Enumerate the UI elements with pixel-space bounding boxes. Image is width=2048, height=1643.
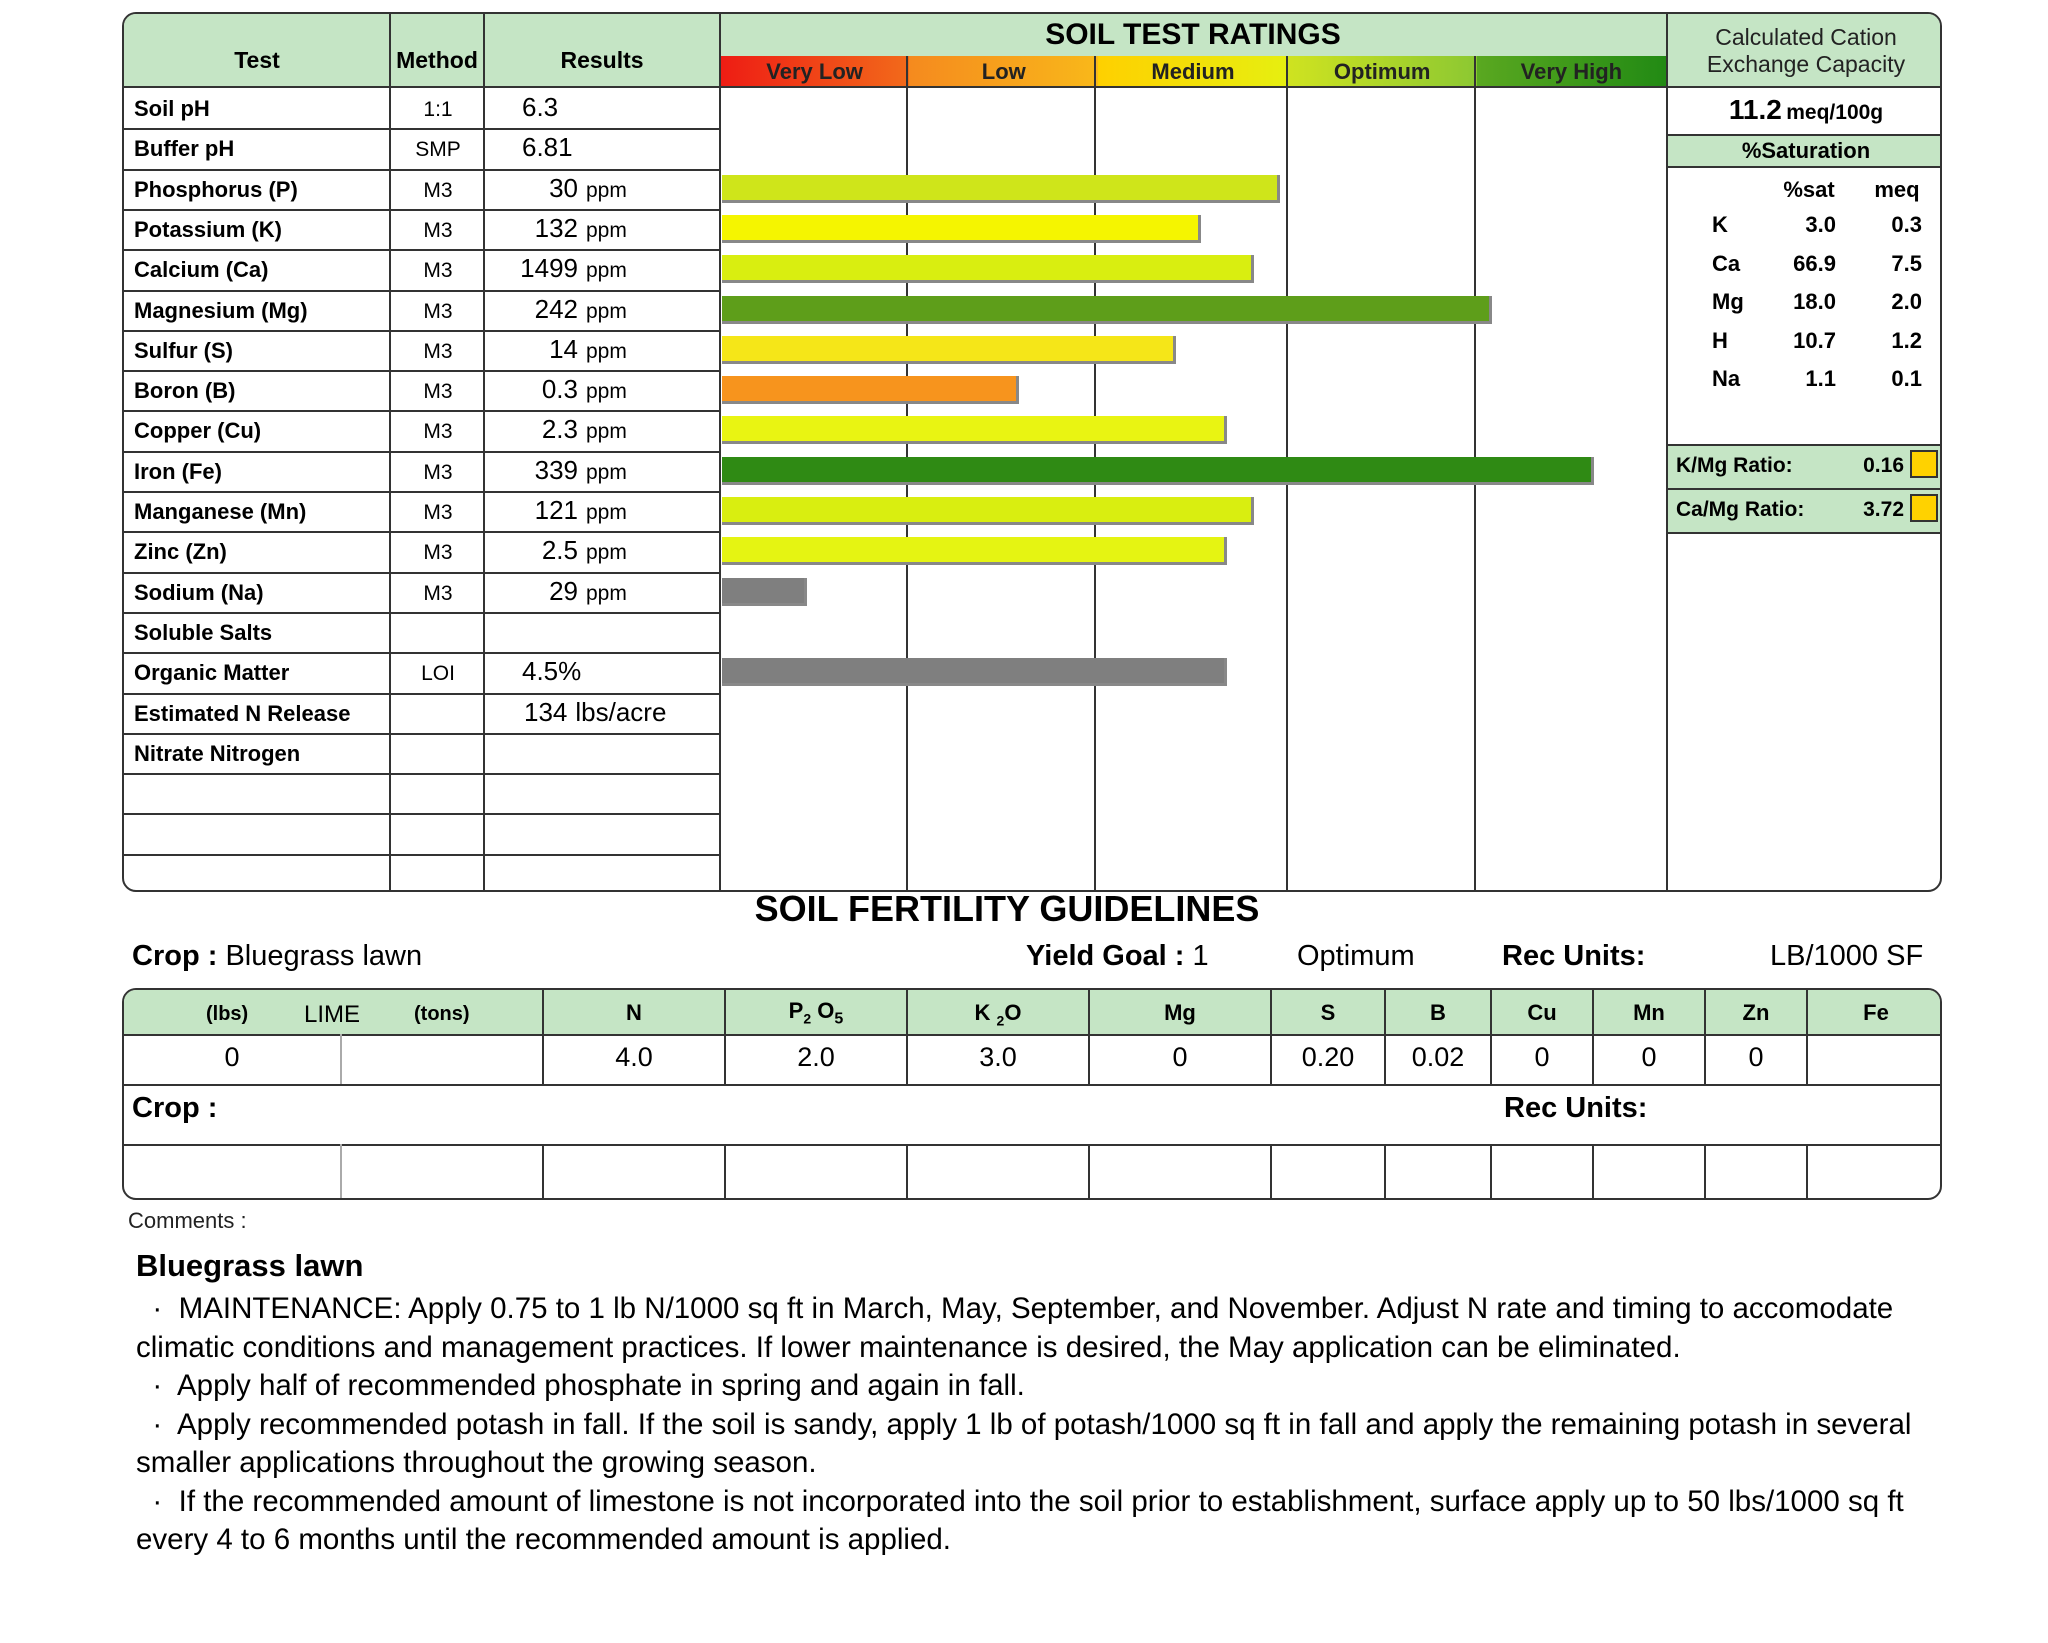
comment-text: If the recommended amount of limestone is not incorporated into the soil prior to establishment, surface apply up to 50 lbs/1000 sq ft every 4 to 6 months until the recommended amount is applied. (136, 1484, 1904, 1556)
saturation-ion: Ca (1712, 250, 1741, 276)
test-name: Phosphorus (P) (134, 176, 298, 202)
rating-bar-magnesium-mg (722, 296, 1492, 324)
result-value: 121 (534, 495, 578, 525)
result-value: 339 (534, 454, 578, 485)
column-divider (1384, 1144, 1386, 1200)
header-rule (124, 86, 1942, 88)
column-divider (906, 1144, 908, 1200)
rating-level-label: Low (981, 59, 1026, 84)
column-divider (340, 1034, 342, 1084)
column-divider (1088, 990, 1090, 1084)
test-name: Manganese (Mn) (134, 499, 307, 524)
saturation-sat: 66.9 (1793, 250, 1836, 276)
rating-bar-potassium-k (722, 215, 1201, 243)
test-result (494, 858, 704, 889)
k-letter: K (974, 1000, 991, 1025)
yield-goal (1026, 940, 1209, 973)
row-rule (124, 1144, 1942, 1146)
result-unit: ppm (586, 178, 627, 202)
bullet: · (152, 1407, 163, 1441)
row-rule (124, 612, 720, 614)
saturation-meq: 7.5 (1891, 250, 1922, 276)
row-rule (124, 249, 720, 251)
test-method: M3 (423, 581, 453, 605)
test-name: Boron (B) (134, 378, 236, 404)
test-name: Magnesium (Mg) (134, 297, 308, 323)
rec-units2-label: Rec Units: (1504, 1092, 1648, 1124)
value-Mg: 0 (1172, 1042, 1188, 1072)
saturation-meq: 0.3 (1891, 212, 1922, 237)
test-name: Calcium (Ca) (134, 257, 269, 283)
row-rule (124, 491, 720, 493)
ratio-rule (1668, 532, 1942, 534)
value-B: 0.02 (1411, 1042, 1465, 1072)
test-name: Soil pH (134, 96, 210, 121)
col-divider (483, 14, 485, 892)
rating-bar-sulfur-s (722, 336, 1176, 364)
rating-bar-iron-fe (722, 457, 1594, 485)
guidelines-title: SOIL FERTILITY GUIDELINES (754, 888, 1260, 929)
test-method: M3 (423, 299, 453, 323)
test-result (494, 455, 704, 486)
col-meq-label: meq (1874, 177, 1920, 202)
ratio-value: 3.72 (1863, 498, 1904, 521)
test-method: M3 (423, 460, 453, 484)
rating-bar-sodium-na (722, 578, 807, 606)
column-divider (1704, 1144, 1706, 1200)
nutrient-P2O5 (726, 998, 906, 1028)
test-method: M3 (423, 218, 453, 242)
test-name: Soluble Salts (134, 619, 273, 645)
nutrient-Zn: Zn (1742, 1000, 1770, 1025)
value-S: 0.20 (1301, 1042, 1355, 1072)
row-rule (124, 733, 720, 735)
column-divider (724, 990, 726, 1084)
row-rule (124, 693, 720, 695)
column-divider (1490, 1144, 1492, 1200)
saturation-rule (1668, 166, 1942, 168)
column-divider (1806, 990, 1808, 1084)
result-value: 0.3 (541, 374, 578, 405)
result-unit: ppm (586, 218, 627, 242)
p-sub: 2 (803, 1010, 812, 1027)
header-test: Test (234, 47, 280, 73)
column-divider (1704, 990, 1706, 1084)
k-sub: 2 (996, 1012, 1005, 1029)
test-method: M3 (423, 339, 453, 363)
test-result (494, 817, 704, 848)
result-unit: lbs/acre (575, 696, 667, 727)
comment-paragraph (136, 1483, 1936, 1560)
test-result (494, 92, 704, 123)
result-value: 2.5 (541, 535, 578, 566)
test-method: 1:1 (423, 98, 453, 121)
rating-bar-organic-matter (722, 658, 1227, 686)
comment-paragraph (136, 1406, 1936, 1483)
row-rule (124, 813, 720, 815)
column-divider (1490, 990, 1492, 1084)
ratings-title: SOIL TEST RATINGS (1045, 18, 1341, 51)
cec-value: 11.2 (1728, 94, 1782, 125)
saturation-ion: K (1712, 212, 1728, 237)
result-unit: ppm (586, 501, 627, 524)
rating-level-label: Medium (1151, 59, 1235, 84)
comments-body (136, 1290, 1936, 1560)
ratio-indicator (1910, 450, 1938, 478)
yield-value: 1 (1192, 940, 1209, 972)
test-result (494, 576, 704, 607)
test-method: M3 (423, 380, 453, 404)
value-N: 4.0 (615, 1042, 653, 1072)
column-divider (1592, 1144, 1594, 1200)
nutrient-Mn: Mn (1633, 1000, 1665, 1025)
saturation-ion: Mg (1712, 289, 1744, 314)
comment-text: MAINTENANCE: Apply 0.75 to 1 lb N/1000 sq ft in March, May, September, and November. Adjust N rate and timing to accomodate climatic conditions and management practices. If lower maintenance is desired, the May application can be eliminated. (136, 1292, 1894, 1364)
rating-level-label: Optimum (1333, 59, 1431, 84)
lime-lbs-label: (lbs) (206, 1003, 249, 1025)
test-result (494, 374, 704, 405)
column-divider (724, 1144, 726, 1200)
rating-level-optimum (1288, 56, 1477, 87)
row-rule (124, 1084, 1942, 1086)
row-rule (124, 854, 720, 856)
ratio-rule (1668, 488, 1942, 490)
ratio-label: K/Mg Ratio: (1676, 454, 1793, 477)
rating-level-medium (1098, 56, 1287, 87)
row-rule (124, 410, 720, 412)
row-rule (124, 1034, 1942, 1036)
nutrient-Cu: Cu (1527, 1000, 1557, 1025)
test-method: LOI (421, 662, 455, 686)
test-method: M3 (423, 420, 453, 444)
test-result (494, 294, 704, 325)
row-rule (124, 652, 720, 654)
test-result (494, 656, 704, 687)
comment-paragraph (136, 1290, 1936, 1367)
test-name: Estimated N Release (134, 700, 351, 726)
row-rule (124, 209, 720, 211)
column-divider (1270, 990, 1272, 1084)
result-unit: ppm (586, 581, 627, 605)
test-method: M3 (423, 541, 453, 565)
comment-text: Apply recommended potash in fall. If the soil is sandy, apply 1 lb of potash/1000 sq ft in fall and apply the remaining potash in several smaller applications throughout the growing season. (136, 1407, 1912, 1479)
test-result (494, 777, 704, 808)
header-method: Method (396, 47, 478, 73)
result-value: 30 (549, 172, 578, 203)
test-name: Potassium (K) (134, 216, 282, 242)
test-name: Zinc (Zn) (134, 539, 227, 565)
test-name: Buffer pH (134, 136, 235, 162)
saturation-ion: H (1712, 327, 1728, 353)
row-rule (124, 169, 720, 171)
rating-color-scale (720, 56, 1666, 87)
lime-label: LIME (304, 1001, 361, 1028)
header-results: Results (560, 47, 644, 73)
row-rule (124, 330, 720, 332)
test-result (494, 535, 704, 566)
nutrient-Mg: Mg (1164, 1000, 1196, 1025)
rating-level-very-high (1477, 56, 1666, 87)
saturation-meq: 1.2 (1891, 327, 1922, 353)
result-unit: ppm (586, 380, 627, 404)
comments-label: Comments : (128, 1208, 247, 1233)
column-divider (1592, 990, 1594, 1084)
bullet: · (152, 1292, 163, 1325)
ratio-rule (1668, 444, 1942, 446)
value-Zn: 0 (1748, 1042, 1764, 1072)
test-result (494, 253, 704, 284)
nutrient-S: S (1320, 1000, 1336, 1025)
col-sat-label: %sat (1783, 177, 1835, 202)
rating-bar-zinc-zn (722, 537, 1227, 565)
value-K2O: 3.0 (979, 1042, 1017, 1072)
result-value: 134 (524, 696, 568, 727)
nutrient-Fe: Fe (1863, 1000, 1889, 1025)
test-method: M3 (423, 259, 453, 283)
column-divider (340, 1144, 342, 1200)
rating-level-low (909, 56, 1098, 87)
saturation-meq: 0.1 (1891, 366, 1922, 391)
crop-value: Bluegrass lawn (225, 940, 423, 972)
lime-tons-label: (tons) (414, 1003, 470, 1025)
test-result (494, 697, 704, 728)
rec-units-label: Rec Units: (1502, 940, 1646, 972)
result-value: 2.3 (541, 414, 578, 445)
result-unit: ppm (586, 420, 627, 444)
row-rule (124, 531, 720, 533)
row-rule (124, 370, 720, 372)
test-result (494, 213, 704, 244)
rating-level-label: Very High (1520, 59, 1623, 84)
o-sub: 5 (834, 1010, 844, 1028)
comment-text: Apply half of recommended phosphate in spring and again in fall. (177, 1369, 1025, 1402)
crop-label: Crop : (132, 940, 218, 972)
o-letter: O (817, 998, 835, 1023)
comments-heading: Bluegrass lawn (136, 1248, 364, 1283)
soil-test-ratings-table (122, 12, 1942, 892)
column-divider (1384, 990, 1386, 1084)
test-name: Sulfur (S) (134, 337, 233, 363)
result-value: 242 (534, 293, 578, 324)
test-result (494, 173, 704, 204)
result-value: 29 (549, 575, 578, 606)
result-unit: ppm (586, 299, 627, 323)
value-Cu: 0 (1534, 1042, 1550, 1072)
p-letter: P (788, 998, 804, 1023)
result-value: 132 (534, 212, 578, 243)
col-divider (389, 14, 391, 892)
result-value: 1499 (520, 253, 578, 284)
o-letter: O (1004, 1000, 1022, 1025)
row-rule (124, 773, 720, 775)
saturation-sat: 18.0 (1793, 289, 1836, 314)
yield-label: Yield Goal : (1026, 940, 1185, 972)
rating-bar-boron-b (722, 376, 1019, 404)
cec-unit: meq/100g (1786, 101, 1884, 124)
column-divider (542, 1144, 544, 1200)
test-result (494, 737, 704, 768)
bullet: · (152, 1484, 163, 1518)
guidelines-table (122, 988, 1942, 1200)
result-value: 4.5% (522, 656, 582, 687)
column-divider (1088, 1144, 1090, 1200)
nutrient-B: B (1430, 1000, 1446, 1025)
column-divider (906, 990, 908, 1084)
column-divider (542, 990, 544, 1084)
rating-level-very-low (720, 56, 909, 87)
result-unit: ppm (586, 339, 627, 363)
result-unit: ppm (586, 460, 627, 484)
test-name: Iron (Fe) (134, 458, 222, 484)
rating-bar-calcium-ca (722, 255, 1254, 283)
value-P2O5: 2.0 (797, 1042, 835, 1072)
cec-rule (1668, 134, 1942, 136)
yield-level: Optimum (1297, 940, 1415, 972)
test-method: SMP (415, 138, 461, 162)
value-Mn: 0 (1641, 1042, 1657, 1072)
rec-units-value: LB/1000 SF (1770, 940, 1924, 972)
test-name: Nitrate Nitrogen (134, 740, 301, 766)
column-divider (1270, 1144, 1272, 1200)
ratio-value: 0.16 (1863, 454, 1904, 477)
result-unit: ppm (586, 541, 627, 565)
result-value: 6.3 (522, 92, 559, 122)
test-result (494, 495, 704, 526)
saturation-sat: 1.1 (1805, 366, 1836, 391)
saturation-meq: 2.0 (1891, 289, 1922, 314)
result-value: 6.81 (522, 132, 573, 163)
cec-title: Calculated Cation Exchange Capacity (1706, 24, 1906, 77)
test-name: Copper (Cu) (134, 418, 262, 444)
saturation-sat: 10.7 (1793, 327, 1836, 353)
test-method: M3 (423, 178, 453, 202)
test-name: Sodium (Na) (134, 579, 264, 605)
nutrient-K2O (908, 1000, 1088, 1028)
result-unit: ppm (586, 259, 627, 283)
saturation-sat: 3.0 (1805, 212, 1836, 237)
rating-bar-manganese-mn (722, 497, 1254, 525)
rating-bar-copper-cu (722, 416, 1227, 444)
test-result (494, 132, 704, 163)
result-value: 14 (549, 333, 578, 364)
row-rule (124, 572, 720, 574)
test-result (494, 334, 704, 365)
column-divider (1806, 1144, 1808, 1200)
crop-line (132, 940, 422, 973)
ratio-indicator (1910, 494, 1938, 522)
row-rule (124, 451, 720, 453)
saturation-title: %Saturation (1741, 138, 1871, 163)
cec-value-line (1668, 94, 1942, 126)
row-rule (124, 128, 720, 130)
test-method: M3 (423, 501, 453, 524)
ratio-label: Ca/Mg Ratio: (1676, 498, 1805, 521)
test-name: Organic Matter (134, 660, 290, 686)
col-divider (719, 14, 721, 892)
rating-bar-phosphorus-p (722, 175, 1280, 203)
comment-paragraph (136, 1367, 1936, 1406)
bullet: · (152, 1369, 163, 1402)
saturation-ion: Na (1712, 366, 1741, 391)
crop2-label: Crop : (132, 1092, 218, 1124)
nutrient-N: N (626, 1000, 642, 1025)
row-rule (124, 290, 720, 292)
value-lime-lbs: 0 (224, 1042, 240, 1072)
test-result (494, 414, 704, 445)
rating-level-label: Very Low (766, 59, 863, 84)
test-result (494, 616, 704, 647)
